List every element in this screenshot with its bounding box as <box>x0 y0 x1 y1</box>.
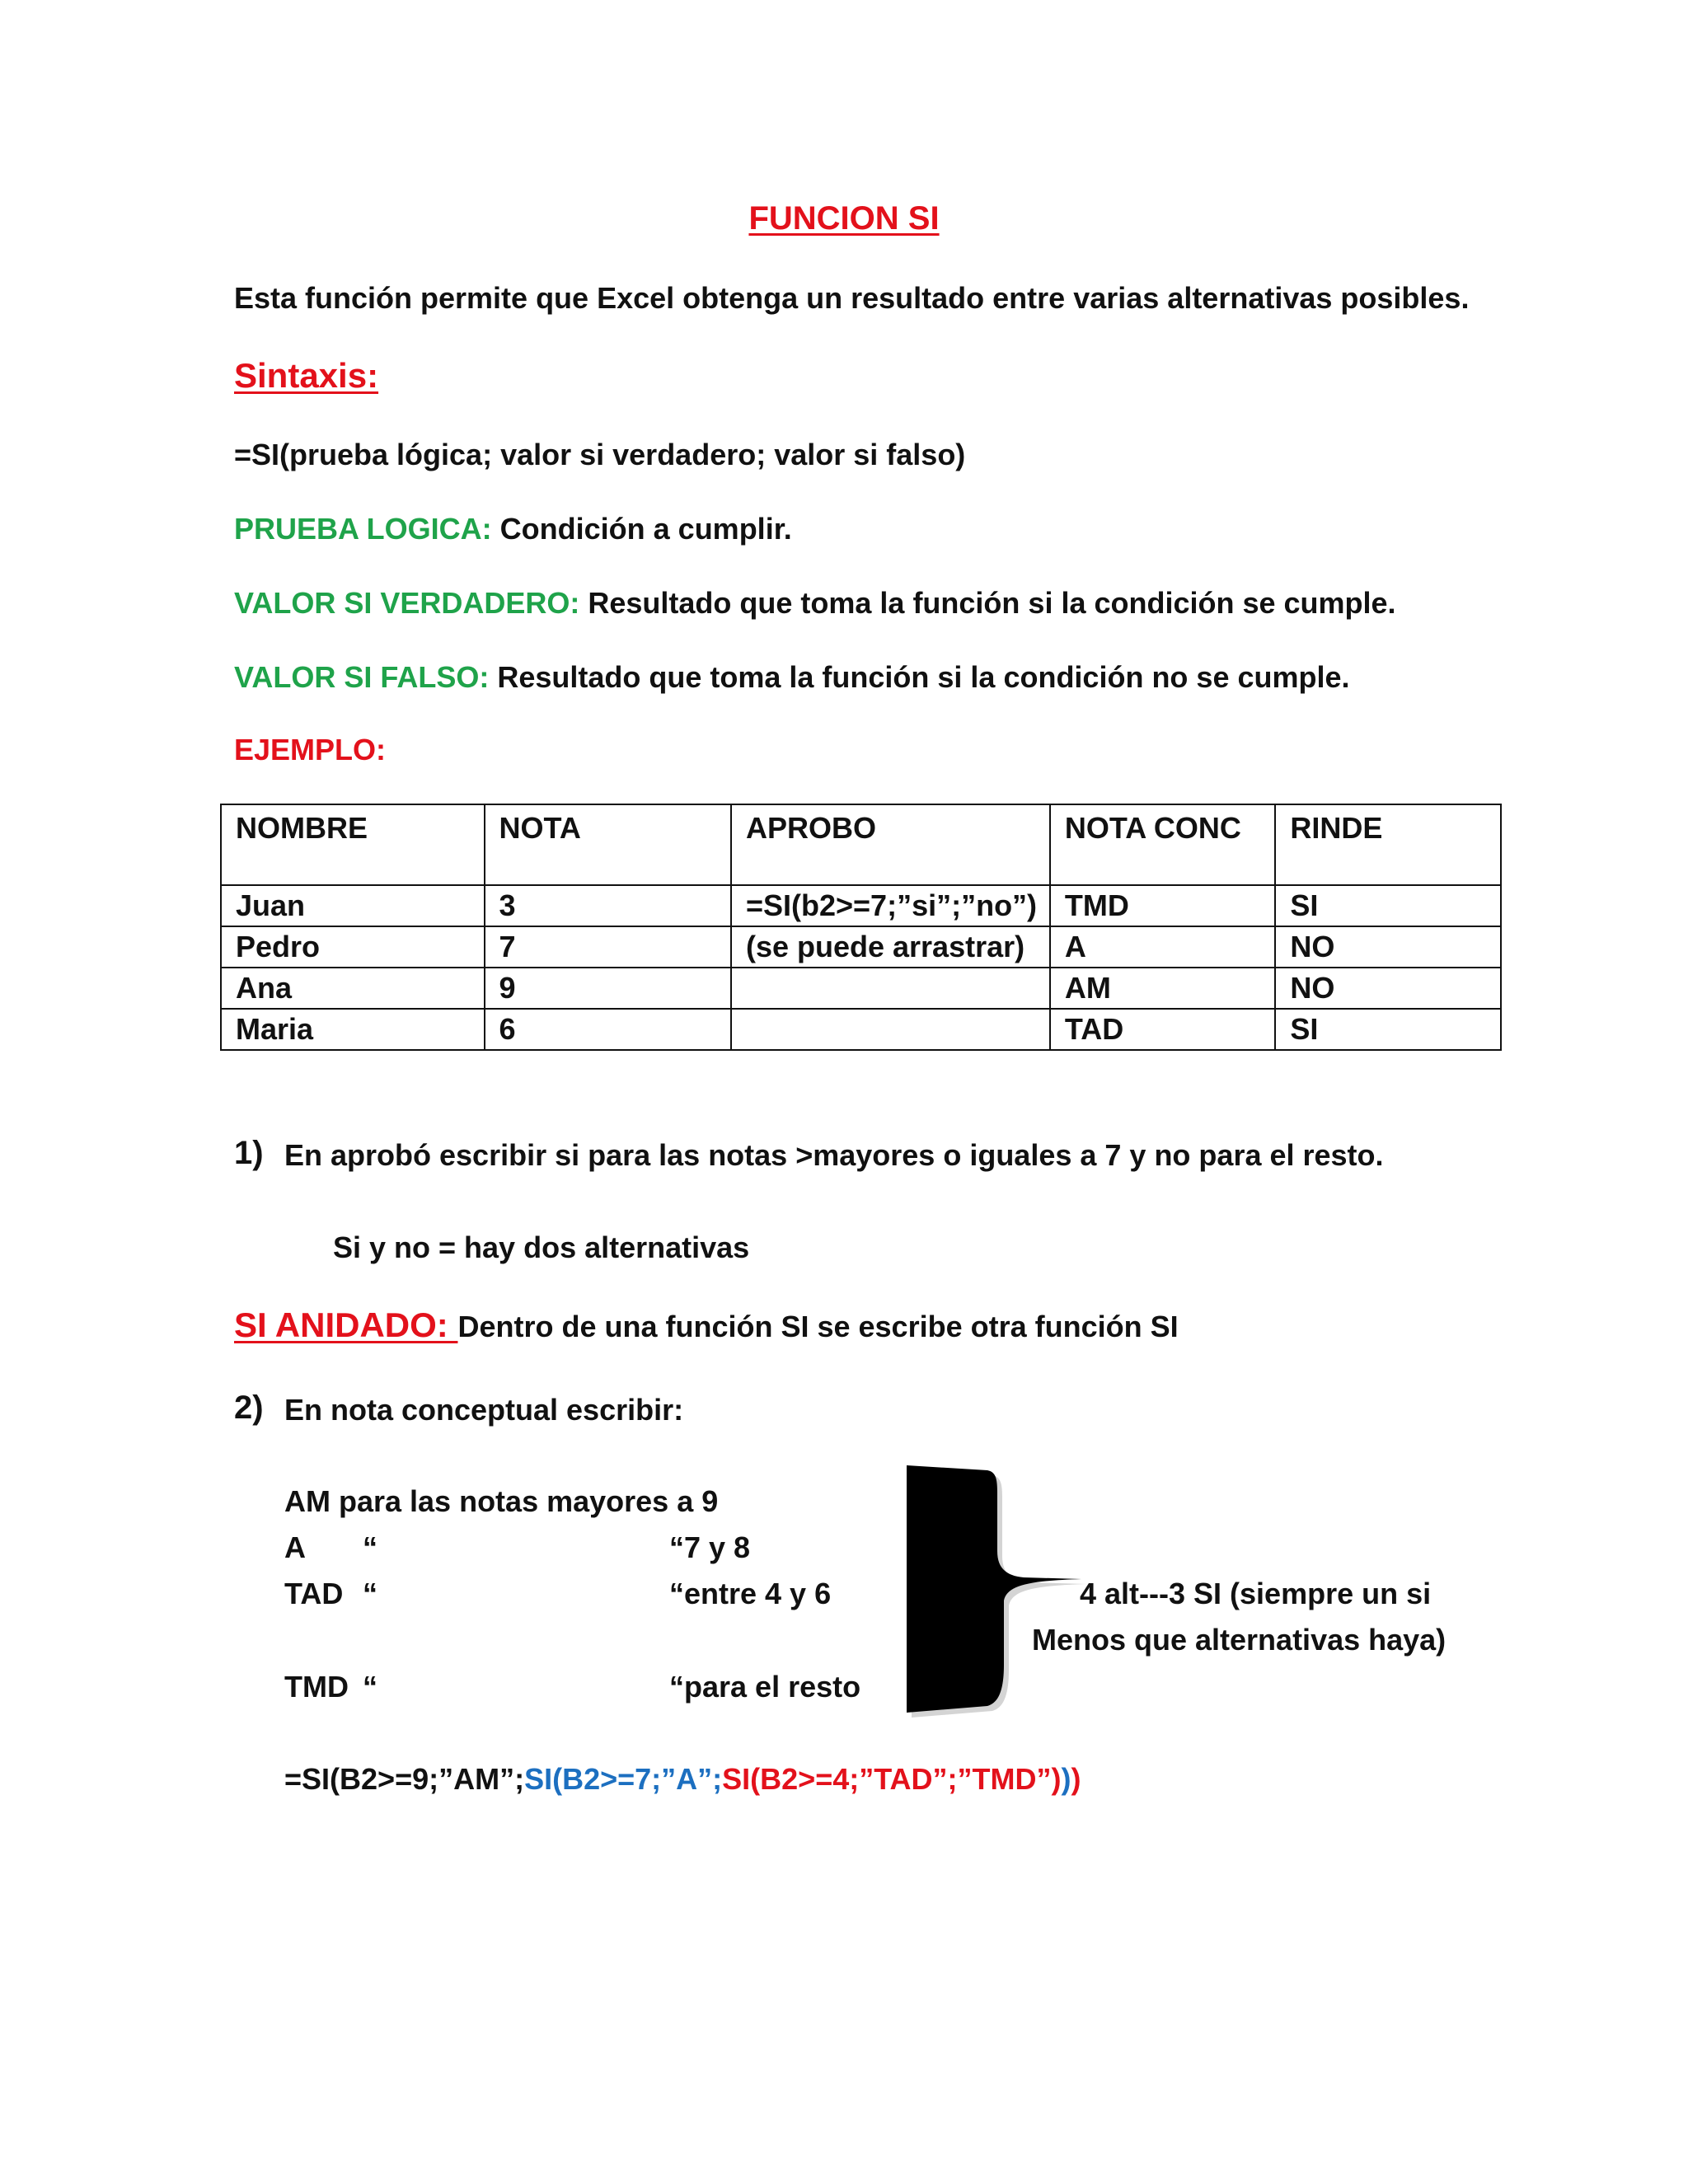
table-cell: 6 <box>485 1009 731 1050</box>
param-label: VALOR SI VERDADERO: <box>234 586 580 620</box>
param-label: VALOR SI FALSO: <box>234 660 490 694</box>
alt-line-tmd-left: TMD <box>284 1670 349 1704</box>
formula-part-4: ) <box>1061 1762 1071 1796</box>
param-prueba-logica <box>234 511 792 547</box>
item-2-number: 2) <box>234 1390 264 1426</box>
nested-formula <box>284 1761 1081 1797</box>
table-cell: 9 <box>485 968 731 1009</box>
curly-brace-icon <box>890 1459 1088 1722</box>
param-text: Resultado que toma la función si la condición se cumple. <box>579 586 1396 620</box>
table-cell: NO <box>1275 968 1501 1009</box>
item-2-text: En nota conceptual escribir: <box>284 1393 684 1427</box>
syntax-formula: =SI(prueba lógica; valor si verdadero; valor si falso) <box>234 438 966 471</box>
nested-heading: SI ANIDADO: <box>234 1305 458 1344</box>
table-cell: SI <box>1275 1009 1501 1050</box>
nested-text: Dentro de una función SI se escribe otra función SI <box>457 1310 1179 1343</box>
table-cell: Maria <box>221 1009 485 1050</box>
table-cell: AM <box>1050 968 1276 1009</box>
table-cell: A <box>1050 926 1276 968</box>
formula-part-3: SI(B2>=4;”TAD”;”TMD”) <box>722 1762 1062 1796</box>
formula-part-2: SI(B2>=7;”A”; <box>524 1762 723 1796</box>
brace-note-2: Menos que alternativas haya) <box>1032 1623 1447 1657</box>
table-cell: 3 <box>485 885 731 926</box>
table-cell: Juan <box>221 885 485 926</box>
alt-line-tmd-right: “para el resto <box>669 1670 861 1704</box>
table-row <box>221 1009 1501 1050</box>
table-cell: NO <box>1275 926 1501 968</box>
example-label: EJEMPLO: <box>234 733 387 766</box>
table-header-cell: APROBO <box>731 804 1050 885</box>
alt-line-tad-right: “entre 4 y 6 <box>669 1577 832 1610</box>
table-cell: SI <box>1275 885 1501 926</box>
table-cell: TMD <box>1050 885 1276 926</box>
item-1-number: 1) <box>234 1135 264 1171</box>
page-title: FUNCION SI <box>748 200 940 237</box>
table-cell <box>731 1009 1050 1050</box>
alt-line-a-left: A <box>284 1530 306 1564</box>
formula-part-1: =SI(B2>=9;”AM”; <box>284 1762 525 1796</box>
formula-part-5: ) <box>1071 1762 1081 1796</box>
alt-line-tad-left: TAD <box>284 1577 344 1610</box>
param-valor-verdadero <box>234 585 1396 621</box>
table-cell: =SI(b2>=7;”si”;”no”) <box>731 885 1050 926</box>
alt-line-am: AM para las notas mayores a 9 <box>284 1484 719 1518</box>
table-cell: 7 <box>485 926 731 968</box>
table-row <box>221 885 1501 926</box>
param-text: Condición a cumplir. <box>491 512 792 546</box>
alt-line-a-right: “7 y 8 <box>669 1530 751 1564</box>
intro-text: Esta función permite que Excel obtenga un resultado entre varias alternativas posibles. <box>234 281 1470 315</box>
table-header-cell: RINDE <box>1275 804 1501 885</box>
brace-note-1: 4 alt---3 SI (siempre un si <box>1080 1577 1432 1610</box>
table-cell <box>731 968 1050 1009</box>
alt-line-tmd-mark: “ <box>363 1670 377 1704</box>
item-1-note: Si y no = hay dos alternativas <box>333 1230 750 1264</box>
table-row <box>221 968 1501 1009</box>
alt-line-a-mark: “ <box>363 1530 377 1564</box>
table-header-cell: NOMBRE <box>221 804 485 885</box>
param-label: PRUEBA LOGICA: <box>234 512 492 546</box>
param-text: Resultado que toma la función si la condición no se cumple. <box>489 660 1350 694</box>
table-cell: TAD <box>1050 1009 1276 1050</box>
table-cell: Ana <box>221 968 485 1009</box>
item-1-text: En aprobó escribir si para las notas >mayores o iguales a 7 y no para el resto. <box>284 1138 1384 1172</box>
syntax-heading: Sintaxis: <box>234 356 379 395</box>
table-header-row <box>221 804 1501 885</box>
table-cell: Pedro <box>221 926 485 968</box>
table-header-cell: NOTA <box>485 804 731 885</box>
table-header-cell: NOTA CONC <box>1050 804 1276 885</box>
example-table <box>220 804 1502 1051</box>
alt-line-tad-mark: “ <box>363 1577 377 1610</box>
param-valor-falso <box>234 659 1350 696</box>
table-row <box>221 926 1501 968</box>
nested-si-line <box>234 1304 1179 1347</box>
table-cell: (se puede arrastrar) <box>731 926 1050 968</box>
